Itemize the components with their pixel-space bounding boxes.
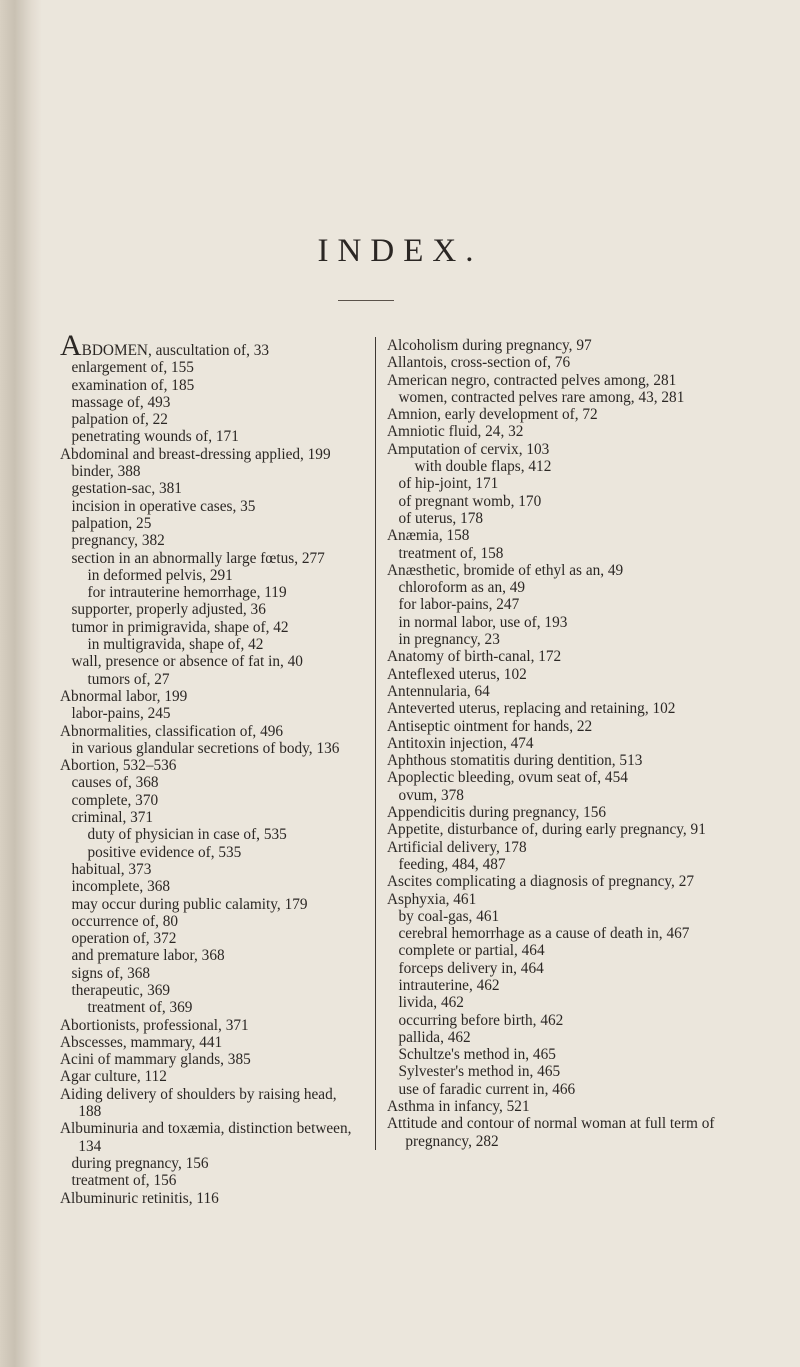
index-entry-text: of uterus, 178 [398, 509, 484, 527]
index-entry [60, 1120, 358, 1155]
index-entry-text: American negro, contracted pelves among, 281 [387, 371, 677, 389]
index-entry [60, 1172, 358, 1189]
book-binding-edge [0, 0, 42, 1367]
index-entry [387, 977, 780, 994]
index-entry-text: occurring before birth, 462 [398, 1011, 564, 1029]
index-entry-text: Alcoholism during pregnancy, 97 [387, 337, 592, 354]
index-column-right [375, 337, 780, 1150]
index-entry [60, 740, 358, 757]
index-entry [60, 411, 358, 428]
index-entry [60, 1155, 358, 1172]
index-entry [387, 1063, 780, 1080]
index-entry-text: Abdominal and breast-dressing applied, 199 [60, 445, 331, 463]
index-entry-text: penetrating wounds of, 171 [71, 428, 239, 446]
index-entry-text: Anæmia, 158 [387, 527, 470, 545]
index-entry [387, 856, 780, 873]
index-entry-text: chloroform as an, 49 [398, 579, 526, 597]
index-entry-text: Abortionists, professional, 371 [60, 1016, 249, 1034]
index-entry-text: section in an abnormally large fœtus, 277 [71, 549, 325, 567]
index-entry-text: feeding, 484, 487 [398, 855, 506, 873]
index-entry-text: labor-pains, 245 [71, 705, 171, 723]
index-entry-text: women, contracted pelves rare among, 43, 281 [398, 388, 685, 406]
index-entry-text: in multigravida, shape of, 42 [87, 636, 264, 654]
index-entry [387, 596, 780, 613]
index-entry-text: use of faradic current in, 466 [398, 1080, 576, 1098]
index-entry-text: Anatomy of birth-canal, 172 [387, 648, 562, 666]
index-entry [60, 1086, 358, 1121]
index-entry [387, 545, 780, 562]
index-entry-text: in pregnancy, 23 [398, 631, 500, 649]
index-entry-text: palpation, 25 [71, 514, 152, 532]
index-entry-text: positive evidence of, 535 [87, 843, 242, 861]
index-entry-text: complete, 370 [71, 791, 159, 809]
index-entry-text: Albuminuric retinitis, 116 [60, 1189, 219, 1207]
index-entry-text: Abscesses, mammary, 441 [60, 1033, 223, 1051]
index-entry-text: wall, presence or absence of fat in, 40 [71, 653, 303, 671]
index-entry-text: of pregnant womb, 170 [398, 492, 542, 510]
index-entry [387, 579, 780, 596]
index-entry-text: Allantois, cross-section of, 76 [387, 354, 571, 372]
index-entry-text: Anteflexed uterus, 102 [387, 665, 527, 683]
index-entry-text: Artificial delivery, 178 [387, 838, 527, 856]
index-entry [387, 718, 780, 735]
index-entry-text: Apoplectic bleeding, ovum seat of, 454 [387, 769, 628, 787]
index-entry [387, 683, 780, 700]
index-entry-text: criminal, 371 [71, 809, 154, 827]
index-entry [60, 947, 358, 964]
index-entry-text: Appetite, disturbance of, during early pregnancy, 91 [387, 821, 706, 839]
index-entry [60, 826, 358, 843]
index-entry-text: massage of, 493 [71, 393, 171, 411]
index-entry-text: Abnormal labor, 199 [60, 687, 188, 705]
index-entry-text: may occur during public calamity, 179 [71, 895, 308, 913]
index-entry-text: Aphthous stomatitis during dentition, 513 [387, 752, 643, 770]
index-entry [60, 723, 358, 740]
index-entry [60, 550, 358, 567]
index-entry [60, 913, 358, 930]
index-entry-text: Appendicitis during pregnancy, 156 [387, 804, 607, 822]
index-entry [387, 631, 780, 648]
index-entry-text: pallida, 462 [398, 1028, 471, 1046]
index-entry [387, 700, 780, 717]
index-entry-text: treatment of, 158 [398, 544, 504, 562]
index-entry [387, 1012, 780, 1029]
index-entry [60, 463, 358, 480]
drop-cap: A [60, 329, 82, 362]
index-entry [387, 1029, 780, 1046]
index-entry-text: tumor in primigravida, shape of, 42 [71, 618, 289, 636]
index-entry-text: of hip-joint, 171 [398, 475, 499, 493]
index-entry [60, 359, 358, 376]
index-entry-text: Antitoxin injection, 474 [387, 734, 534, 752]
index-entry-text: duty of physician in case of, 535 [87, 826, 287, 844]
index-entry-text: enlargement of, 155 [71, 359, 194, 377]
index-entry [60, 567, 358, 584]
index-entry-text: with double flaps, 412 [414, 458, 552, 476]
index-entry [60, 878, 358, 895]
index-entry [387, 787, 780, 804]
index-entry-text: Ascites complicating a diagnosis of pregnancy, 27 [387, 873, 694, 891]
index-entry-text: Anteverted uterus, replacing and retaining, 102 [387, 700, 676, 718]
index-entry-text: Asthma in infancy, 521 [387, 1098, 530, 1116]
index-entry-text: by coal-gas, 461 [398, 907, 500, 925]
page-title: INDEX. [317, 233, 483, 269]
index-entry-text: examination of, 185 [71, 376, 195, 394]
index-entry [387, 562, 780, 579]
index-entry-text: livida, 462 [398, 994, 464, 1012]
index-entry [387, 1115, 780, 1150]
index-entry-text: Amnion, early development of, 72 [387, 406, 598, 424]
index-entry [60, 965, 358, 982]
index-entry-text: occurrence of, 80 [71, 912, 179, 930]
index-entry-text: habitual, 373 [71, 860, 152, 878]
index-entry-text: Anæsthetic, bromide of ethyl as an, 49 [387, 561, 624, 579]
index-entry [387, 475, 780, 492]
index-entry [60, 498, 358, 515]
index-entry-text: treatment of, 369 [87, 999, 193, 1017]
index-entry-text: complete or partial, 464 [398, 942, 545, 960]
index-entry [387, 337, 780, 354]
index-entry-text: tumors of, 27 [87, 670, 170, 688]
index-entry [60, 861, 358, 878]
index-entry [387, 752, 780, 769]
index-entry-text: in deformed pelvis, 291 [87, 566, 233, 584]
index-entry [60, 1051, 358, 1068]
index-entry [60, 671, 358, 688]
index-entry-text: operation of, 372 [71, 930, 177, 948]
index-column-left [60, 329, 358, 1207]
index-entry-text: Acini of mammary glands, 385 [60, 1051, 251, 1069]
index-entry [387, 839, 780, 856]
index-entry [387, 354, 780, 371]
index-entry-text: BDOMEN, auscultation of, 33 [81, 342, 270, 359]
index-entry [387, 510, 780, 527]
index-entry [387, 873, 780, 890]
index-entry-text: during pregnancy, 156 [71, 1154, 209, 1172]
index-entry [387, 1081, 780, 1098]
index-entry-text: Aiding delivery of shoulders by raising head, 188 [60, 1085, 337, 1121]
index-entry-text: incomplete, 368 [71, 878, 171, 896]
index-entry [387, 493, 780, 510]
index-entry-text: therapeutic, 369 [71, 981, 171, 999]
index-entry [60, 896, 358, 913]
index-entry [60, 377, 358, 394]
index-entry [60, 653, 358, 670]
index-entry [387, 372, 780, 389]
index-entry-text: Albuminuria and toxæmia, distinction between, 134 [60, 1120, 352, 1155]
index-entry [387, 406, 780, 423]
index-entry-text: Agar culture, 112 [60, 1068, 167, 1086]
index-entry-text: in various glandular secretions of body, 136 [71, 739, 340, 757]
index-entry [387, 614, 780, 631]
index-entry-text: causes of, 368 [71, 774, 159, 792]
index-entry [60, 394, 358, 411]
index-entry [387, 441, 780, 458]
index-entry [60, 480, 358, 497]
index-entry-text: Antennularia, 64 [387, 682, 490, 700]
index-entry [60, 532, 358, 549]
index-entry [387, 891, 780, 908]
index-entry [60, 999, 358, 1016]
index-entry-text: Antiseptic ointment for hands, 22 [387, 717, 593, 735]
index-entry [387, 821, 780, 838]
title-rule [338, 300, 394, 301]
index-entry [387, 458, 780, 475]
index-entry [60, 982, 358, 999]
index-entry-text: supporter, properly adjusted, 36 [71, 601, 266, 619]
index-entry [387, 908, 780, 925]
index-entry [60, 809, 358, 826]
index-entry [60, 930, 358, 947]
index-entry [387, 804, 780, 821]
index-entry [387, 423, 780, 440]
index-entry [387, 769, 780, 786]
index-entry [387, 527, 780, 544]
index-entry [387, 942, 780, 959]
index-entry [60, 757, 358, 774]
index-entry [60, 428, 358, 445]
index-entry [60, 1190, 358, 1207]
index-entry-text: forceps delivery in, 464 [398, 959, 544, 977]
index-entry-text: incision in operative cases, 35 [71, 497, 256, 515]
index-entry [387, 1098, 780, 1115]
index-entry-text: in normal labor, use of, 193 [398, 613, 568, 631]
index-entry [387, 735, 780, 752]
index-entry [387, 925, 780, 942]
index-entry-text: Sylvester's method in, 465 [398, 1063, 561, 1081]
index-entry [60, 446, 358, 463]
index-entry-text: for intrauterine hemorrhage, 119 [87, 584, 287, 602]
index-entry [60, 1034, 358, 1051]
index-entry [387, 994, 780, 1011]
index-entry [60, 688, 358, 705]
index-entry-text: binder, 388 [71, 463, 141, 481]
index-entry [60, 705, 358, 722]
index-entry [60, 601, 358, 618]
index-entry [60, 636, 358, 653]
index-entry [387, 960, 780, 977]
index-entry-text: intrauterine, 462 [398, 976, 500, 994]
index-entry-text: Schultze's method in, 465 [398, 1046, 556, 1064]
index-entry-text: treatment of, 156 [71, 1172, 177, 1190]
index-entry [60, 844, 358, 861]
index-entry-text: Attitude and contour of normal woman at full term of pregnancy, 282 [387, 1115, 715, 1150]
index-entry [387, 389, 780, 406]
index-entry [60, 619, 358, 636]
index-entry [60, 1068, 358, 1085]
index-entry-text: Amputation of cervix, 103 [387, 440, 550, 458]
index-entry-text: Amniotic fluid, 24, 32 [387, 423, 524, 441]
index-entry-text: ovum, 378 [398, 786, 464, 804]
index-entry [60, 584, 358, 601]
index-entry-text: and premature labor, 368 [71, 947, 225, 965]
index-entry-text: palpation of, 22 [71, 411, 168, 429]
index-entry [60, 774, 358, 791]
index-entry-text: cerebral hemorrhage as a cause of death in, 467 [398, 925, 690, 943]
index-entry [60, 1017, 358, 1034]
index-entry [60, 515, 358, 532]
index-entry [387, 648, 780, 665]
index-entry [60, 792, 358, 809]
index-entry [387, 666, 780, 683]
index-entry [387, 1046, 780, 1063]
index-entry-text: pregnancy, 382 [71, 532, 165, 550]
index-entry-text: Abnormalities, classification of, 496 [60, 722, 284, 740]
index-entry [60, 329, 358, 362]
index-entry-text: gestation-sac, 381 [71, 480, 182, 498]
index-entry-text: Asphyxia, 461 [387, 890, 477, 908]
index-entry-text: for labor-pains, 247 [398, 596, 520, 614]
index-entry-text: signs of, 368 [71, 964, 151, 982]
index-entry-text: Abortion, 532–536 [60, 757, 177, 775]
